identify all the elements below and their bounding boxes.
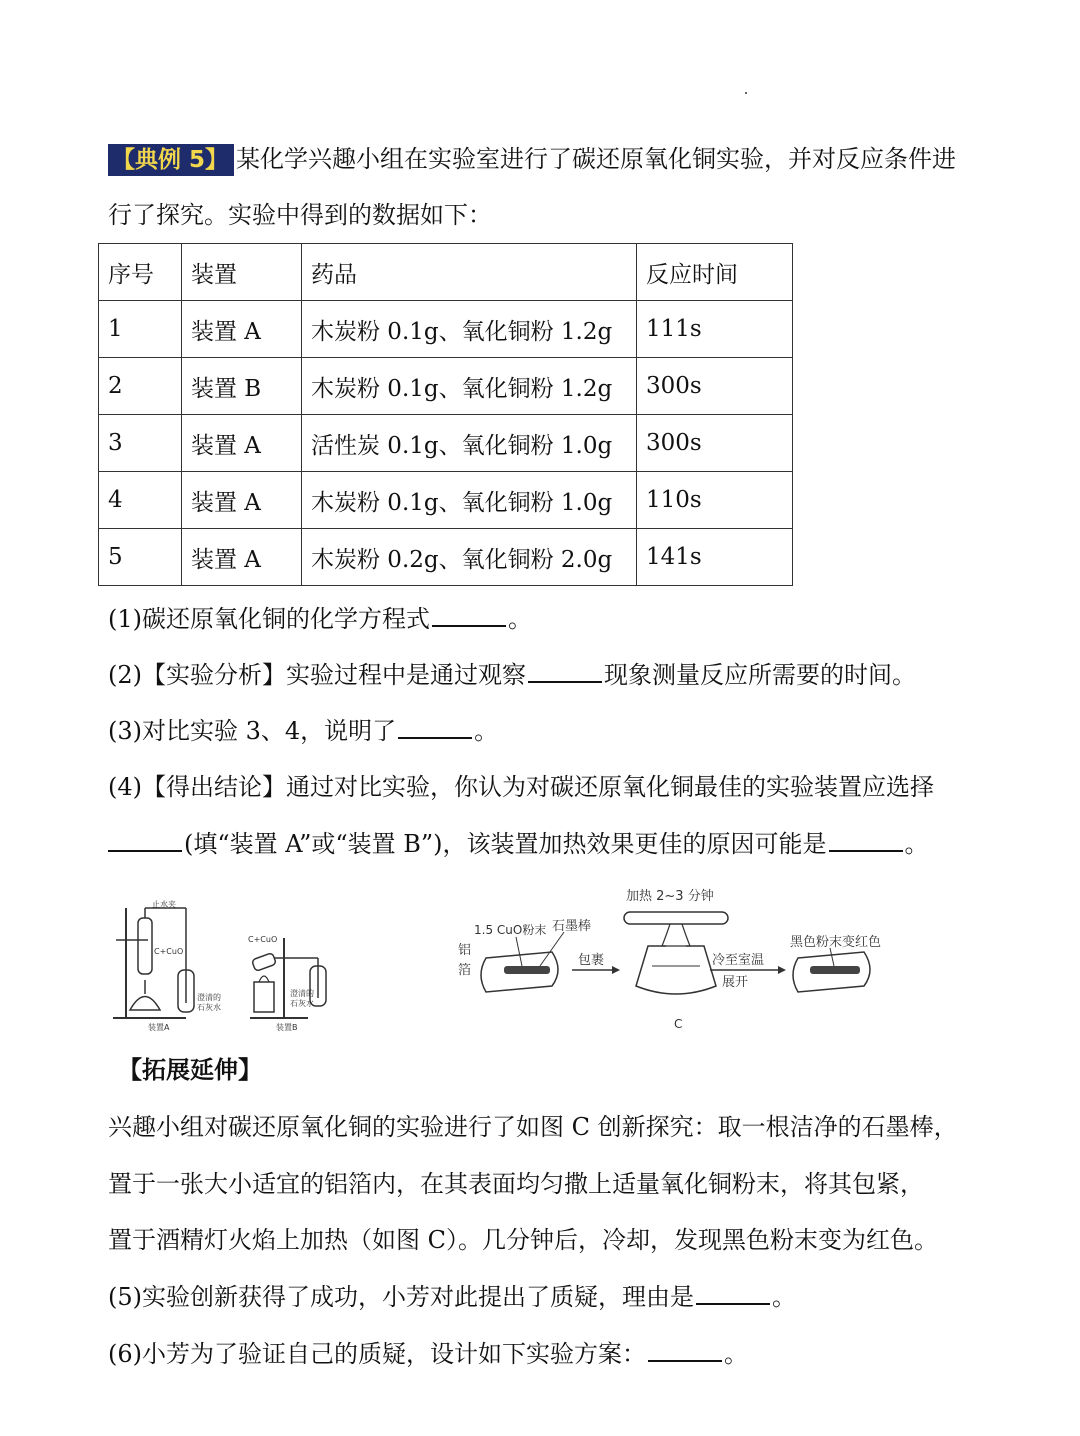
question-2-end: 现象测量反应所需要的时间。 <box>604 661 916 689</box>
answer-blank <box>528 663 602 683</box>
answer-blank <box>108 832 182 852</box>
question-6 <box>108 1338 748 1370</box>
question-3-end: 。 <box>474 717 499 745</box>
question-4-text: (填“装置 A”或“装置 B”)，该装置加热效果更佳的原因可能是 <box>184 830 827 858</box>
table-cell: 1 <box>99 301 182 358</box>
question-1-end: 。 <box>508 605 532 633</box>
table-cell: 111s <box>637 301 793 358</box>
extension-line-3: 置于酒精灯火焰上加热（如图 C）。几分钟后，冷却，发现黑色粉末变为红色。 <box>108 1226 938 1254</box>
label-lime-b-2: 石灰水 <box>290 999 314 1008</box>
example-tag: 【典例 5】 <box>108 144 234 176</box>
label-lime-a-1: 澄清的 <box>197 993 221 1002</box>
label-foil-2: 箔 <box>458 963 472 978</box>
question-1-text: (1)碳还原氧化铜的化学方程式 <box>108 605 430 633</box>
label-graphite-rod: 石墨棒 <box>552 919 592 934</box>
figure-apparatus-ab <box>108 898 338 1042</box>
question-6-end: 。 <box>724 1340 748 1368</box>
question-6-text: (6)小芳为了验证自己的质疑，设计如下实验方案： <box>108 1340 646 1368</box>
label-lime-b-1: 澄清的 <box>290 989 314 998</box>
question-4-line-2 <box>108 828 929 860</box>
table-cell: 木炭粉 0.1g、氧化铜粉 1.2g <box>302 301 637 358</box>
question-3 <box>108 715 498 747</box>
table-row <box>99 358 793 415</box>
caption-b: 装置B <box>276 1023 298 1032</box>
question-3-text: (3)对比实验 3、4，说明了 <box>108 717 397 745</box>
question-5-text: (5)实验创新获得了成功，小芳对此提出了质疑，理由是 <box>108 1283 694 1311</box>
question-2 <box>108 659 916 691</box>
header-cell: 序号 <box>99 244 182 301</box>
label-foil-1: 铝 <box>458 943 472 958</box>
table-cell: 5 <box>99 529 182 586</box>
label-cuo-powder: 1.5 CuO粉末 <box>474 923 547 937</box>
question-5-end: 。 <box>772 1283 796 1311</box>
table-cell: 装置 B <box>182 358 302 415</box>
intro-text-1: 某化学兴趣小组在实验室进行了碳还原氧化铜实验，并对反应条件进 <box>236 145 957 173</box>
label-lime-a-2: 石灰水 <box>197 1003 221 1012</box>
answer-blank <box>648 1342 722 1362</box>
extension-line-2: 置于一张大小适宜的铝箔内，在其表面均匀撒上适量氧化铜粉末，将其包紧， <box>108 1170 924 1198</box>
header-cell: 反应时间 <box>637 244 793 301</box>
table-cell: 装置 A <box>182 301 302 358</box>
caption-c: C <box>674 1017 683 1031</box>
caption-a: 装置A <box>148 1023 170 1032</box>
label-cool: 冷至室温 <box>712 953 765 968</box>
label-unfold: 展开 <box>722 975 749 990</box>
table-cell: 110s <box>637 472 793 529</box>
label-wrap: 包裹 <box>578 953 605 968</box>
table-cell: 2 <box>99 358 182 415</box>
table-row <box>99 472 793 529</box>
table-header-row <box>99 244 793 301</box>
table-cell: 木炭粉 0.1g、氧化铜粉 1.0g <box>302 472 637 529</box>
table-cell: 活性炭 0.1g、氧化铜粉 1.0g <box>302 415 637 472</box>
table-row <box>99 415 793 472</box>
intro-line-2: 行了探究。实验中得到的数据如下： <box>108 201 492 229</box>
header-cell: 药品 <box>302 244 637 301</box>
intro-line-1 <box>108 143 956 176</box>
table-cell: 木炭粉 0.2g、氧化铜粉 2.0g <box>302 529 637 586</box>
answer-blank <box>696 1285 770 1305</box>
label-cuo-b: C+CuO <box>248 935 278 944</box>
label-cuo-a: C+CuO <box>154 947 184 956</box>
table-cell: 4 <box>99 472 182 529</box>
label-heat: 加热 2~3 分钟 <box>626 889 714 904</box>
question-1 <box>108 603 532 635</box>
answer-blank <box>432 607 506 627</box>
extension-line-1: 兴趣小组对碳还原氧化铜的实验进行了如图 C 创新探究：取一根洁净的石墨棒， <box>108 1113 958 1141</box>
table-cell: 300s <box>637 358 793 415</box>
table-cell: 300s <box>637 415 793 472</box>
answer-blank <box>398 719 472 739</box>
table-cell: 装置 A <box>182 472 302 529</box>
header-cell: 装置 <box>182 244 302 301</box>
table-cell: 装置 A <box>182 415 302 472</box>
experiment-table <box>98 243 793 586</box>
answer-blank <box>829 832 903 852</box>
question-5 <box>108 1281 796 1313</box>
table-cell: 木炭粉 0.1g、氧化铜粉 1.2g <box>302 358 637 415</box>
table-cell: 3 <box>99 415 182 472</box>
scan-speck <box>745 92 747 94</box>
extension-title: 【拓展延伸】 <box>118 1055 262 1084</box>
label-result: 黑色粉末变红色 <box>790 935 882 950</box>
table-row <box>99 529 793 586</box>
question-4-line-1: (4)【得出结论】通过对比实验，你认为对碳还原氧化铜最佳的实验装置应选择 <box>108 773 934 801</box>
table-cell: 141s <box>637 529 793 586</box>
table-cell: 装置 A <box>182 529 302 586</box>
figure-apparatus-c <box>452 882 902 1036</box>
question-4-end: 。 <box>904 830 929 858</box>
table-row <box>99 301 793 358</box>
question-2-text: (2)【实验分析】实验过程中是通过观察 <box>108 661 526 689</box>
label-clamp: 止水夹 <box>152 900 176 909</box>
